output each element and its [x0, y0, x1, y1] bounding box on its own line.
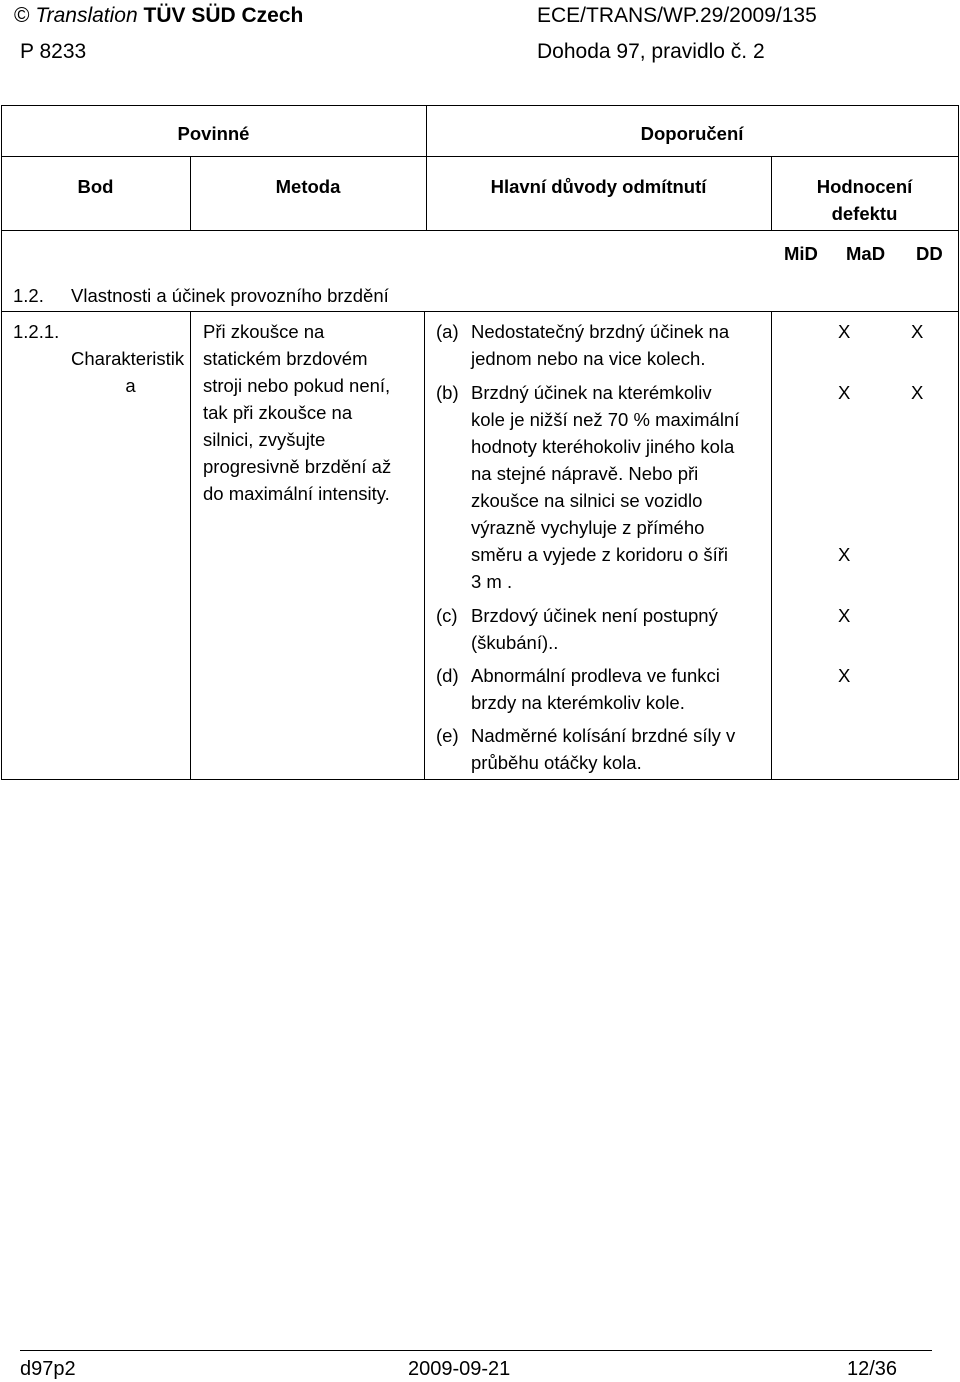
method-line: silnici, zvyšujte — [203, 429, 326, 450]
item-name-cont: a — [125, 375, 136, 396]
group-mandatory: Povinné — [177, 123, 250, 144]
dd-mark: X — [911, 321, 924, 342]
section-number: 1.2. — [13, 285, 44, 306]
mad-mark: X — [838, 382, 851, 403]
table-rule — [771, 311, 772, 780]
method-line: do maximální intensity. — [203, 483, 390, 504]
reason-label: (a) — [436, 321, 459, 342]
reason-line: Nedostatečný brzdný účinek na — [471, 321, 730, 342]
col-hodnoceni: Hodnocení — [816, 176, 913, 197]
col-duvody: Hlavní důvody odmítnutí — [490, 176, 707, 197]
reason-line: směru a vyjede z koridoru o šíři — [471, 544, 729, 565]
mad-mark: X — [838, 544, 851, 565]
method-line: stroji nebo pokud není, — [203, 375, 391, 396]
reason-line: kole je nižší než 70 % maximální — [471, 409, 740, 430]
mad-mark: X — [838, 605, 851, 626]
reason-line: Nadměrné kolísání brzdné síly v — [471, 725, 736, 746]
col-dd: DD — [916, 243, 943, 264]
page-number: 12/36 — [847, 1358, 898, 1380]
item-number: 1.2.1. — [13, 321, 60, 342]
copyright-symbol: © — [14, 4, 30, 27]
reason-line: zkoušce na silnici se vozidlo — [471, 490, 703, 511]
reason-line: Brzdný účinek na kterémkoliv — [471, 382, 712, 403]
mad-mark: X — [838, 321, 851, 342]
copyright-line — [14, 4, 303, 28]
table-rule — [424, 311, 425, 780]
table-border-bottom — [1, 779, 959, 780]
table-border-right — [958, 105, 959, 780]
method-line: Při zkoušce na — [203, 321, 325, 342]
reason-line: brzdy na kterémkoliv kole. — [471, 692, 685, 713]
section-title: Vlastnosti a účinek provozního brzdění — [71, 285, 389, 306]
col-bod: Bod — [77, 176, 114, 197]
page-code: P 8233 — [20, 40, 87, 63]
table-rule — [190, 311, 191, 780]
reason-line: výrazně vychyluje z přímého — [471, 517, 705, 538]
footer-code: d97p2 — [20, 1358, 76, 1380]
col-mid: MiD — [784, 243, 818, 264]
footer-rule — [20, 1350, 932, 1351]
reason-line: na stejné nápravě. Nebo při — [471, 463, 699, 484]
reason-line: 3 m . — [471, 571, 513, 592]
reason-line: Brzdový účinek není postupný — [471, 605, 718, 626]
agreement: Dohoda 97, pravidlo č. 2 — [537, 40, 765, 63]
reason-line: hodnoty kteréhokoliv jiného kola — [471, 436, 735, 457]
reason-label: (d) — [436, 665, 459, 686]
reason-label: (b) — [436, 382, 459, 403]
company-name: TÜV SÜD Czech — [143, 4, 304, 27]
dd-mark: X — [911, 382, 924, 403]
method-line: tak při zkoušce na — [203, 402, 353, 423]
col-metoda: Metoda — [275, 176, 341, 197]
table-border-top — [1, 105, 959, 106]
reason-label: (c) — [436, 605, 458, 626]
reason-line: (škubání).. — [471, 632, 559, 653]
col-mad: MaD — [846, 243, 886, 264]
mad-mark: X — [838, 665, 851, 686]
table-rule — [1, 311, 959, 312]
group-recommended: Doporučení — [640, 123, 744, 144]
reason-line: průběhu otáčky kola. — [471, 752, 642, 773]
reason-line: jednom nebo na vice kolech. — [471, 348, 706, 369]
footer-date: 2009-09-21 — [408, 1358, 511, 1380]
table-border-left — [1, 105, 2, 780]
item-name: Charakteristik — [71, 348, 185, 369]
reason-line: Abnormální prodleva ve funkci — [471, 665, 720, 686]
method-line: progresivně brzdění až — [203, 456, 392, 477]
method-line: statickém brzdovém — [203, 348, 368, 369]
col-hodnoceni-line2: defektu — [831, 203, 898, 224]
reason-label: (e) — [436, 725, 459, 746]
table-rule — [1, 156, 959, 157]
table-rule — [1, 230, 959, 231]
doc-number: ECE/TRANS/WP.29/2009/135 — [537, 4, 817, 27]
translation-word: Translation — [35, 4, 138, 27]
